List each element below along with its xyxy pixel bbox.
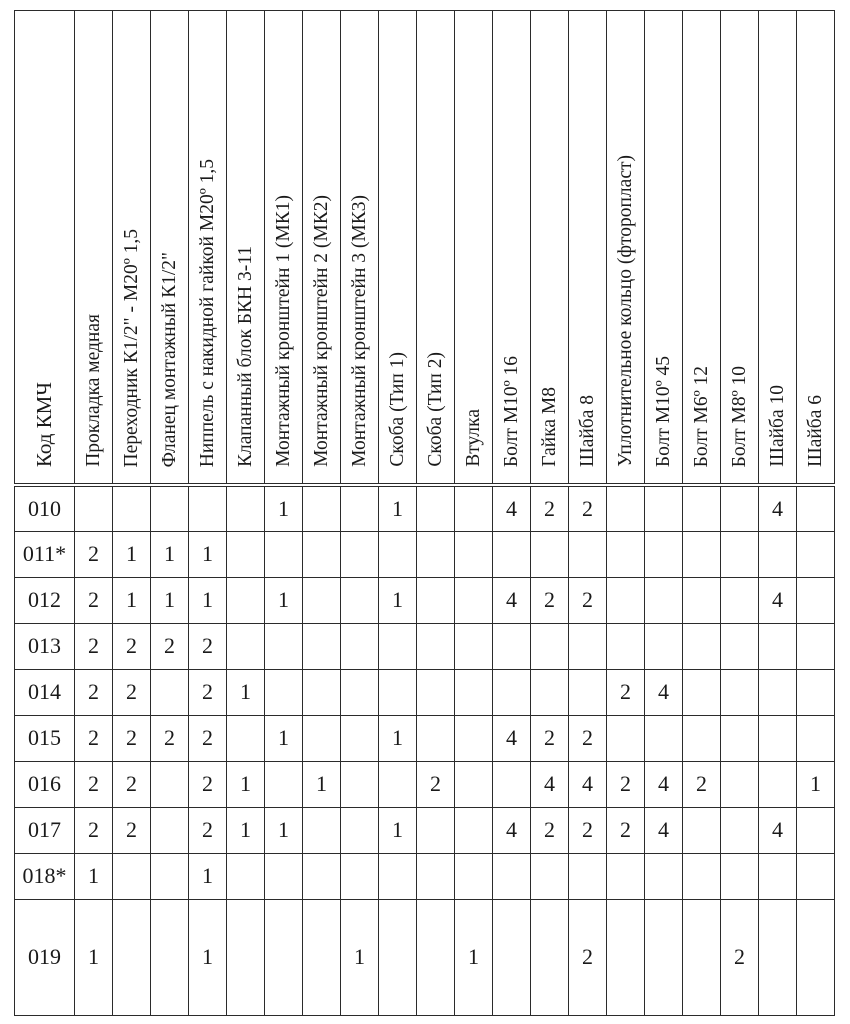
column-header-label: Болт М10º 45	[652, 355, 674, 467]
quantity-cell: 2	[75, 531, 113, 577]
quantity-cell	[645, 531, 683, 577]
quantity-cell	[683, 807, 721, 853]
quantity-cell: 4	[759, 807, 797, 853]
quantity-cell	[151, 669, 189, 715]
quantity-cell: 2	[569, 807, 607, 853]
table-row	[15, 899, 835, 1015]
column-header-label: Монтажный кронштейн 2 (МК2)	[310, 195, 332, 467]
quantity-cell	[493, 761, 531, 807]
quantity-cell: 1	[455, 899, 493, 1015]
quantity-cell	[341, 761, 379, 807]
quantity-cell: 4	[759, 577, 797, 623]
quantity-cell	[569, 853, 607, 899]
column-header-label: Монтажный кронштейн 1 (МК1)	[272, 195, 294, 467]
quantity-cell: 4	[493, 715, 531, 761]
quantity-cell	[341, 715, 379, 761]
quantity-cell: 2	[75, 715, 113, 761]
quantity-cell	[759, 899, 797, 1015]
quantity-cell	[75, 485, 113, 531]
quantity-cell: 2	[531, 485, 569, 531]
quantity-cell	[607, 715, 645, 761]
quantity-cell	[607, 853, 645, 899]
quantity-cell: 2	[607, 761, 645, 807]
table-row	[15, 715, 835, 761]
quantity-cell: 2	[683, 761, 721, 807]
quantity-cell	[151, 761, 189, 807]
quantity-cell	[493, 623, 531, 669]
row-code-cell: 013	[15, 623, 75, 669]
column-header-9	[379, 11, 417, 486]
quantity-cell: 2	[569, 899, 607, 1015]
column-header-4	[189, 11, 227, 486]
column-header-code	[15, 11, 75, 486]
quantity-cell	[151, 807, 189, 853]
quantity-cell	[645, 623, 683, 669]
table-row	[15, 531, 835, 577]
quantity-cell	[683, 531, 721, 577]
quantity-cell	[531, 899, 569, 1015]
quantity-cell	[341, 577, 379, 623]
row-code-cell: 018*	[15, 853, 75, 899]
quantity-cell	[455, 669, 493, 715]
column-header-label: Монтажный кронштейн 3 (МК3)	[348, 195, 370, 467]
quantity-cell	[303, 853, 341, 899]
quantity-cell	[113, 485, 151, 531]
quantity-cell	[683, 715, 721, 761]
quantity-cell	[303, 485, 341, 531]
quantity-cell	[607, 623, 645, 669]
quantity-cell	[151, 853, 189, 899]
column-header-label: Уплотнительное кольцо (фторопласт)	[614, 155, 636, 467]
quantity-cell	[417, 807, 455, 853]
quantity-cell: 1	[379, 807, 417, 853]
column-header-label: Фланец монтажный К1/2"	[158, 251, 180, 467]
quantity-cell	[759, 669, 797, 715]
column-header-label: Шайба 8	[576, 395, 598, 467]
quantity-cell: 1	[189, 899, 227, 1015]
quantity-cell	[759, 761, 797, 807]
column-header-17	[683, 11, 721, 486]
quantity-cell: 2	[151, 623, 189, 669]
table-row	[15, 853, 835, 899]
quantity-cell: 2	[721, 899, 759, 1015]
quantity-cell	[303, 715, 341, 761]
quantity-cell	[379, 761, 417, 807]
quantity-cell	[607, 899, 645, 1015]
quantity-cell: 2	[569, 715, 607, 761]
quantity-cell	[341, 531, 379, 577]
column-header-1	[75, 11, 113, 486]
quantity-cell	[265, 531, 303, 577]
quantity-cell	[645, 715, 683, 761]
quantity-cell	[265, 623, 303, 669]
quantity-cell: 2	[189, 807, 227, 853]
quantity-cell	[379, 531, 417, 577]
quantity-cell: 1	[303, 761, 341, 807]
quantity-cell	[493, 669, 531, 715]
quantity-cell	[455, 853, 493, 899]
quantity-cell	[607, 577, 645, 623]
column-header-label: Клапанный блок БКН 3-11	[234, 246, 256, 467]
column-header-7	[303, 11, 341, 486]
quantity-cell	[721, 669, 759, 715]
column-header-label: Ниппель с накидной гайкой М20º 1,5	[196, 158, 218, 467]
quantity-cell	[417, 669, 455, 715]
quantity-cell	[797, 623, 835, 669]
quantity-cell	[721, 577, 759, 623]
quantity-cell	[227, 577, 265, 623]
quantity-cell	[379, 899, 417, 1015]
quantity-cell	[113, 899, 151, 1015]
quantity-cell	[759, 715, 797, 761]
quantity-cell	[569, 669, 607, 715]
quantity-cell	[797, 853, 835, 899]
quantity-cell	[379, 623, 417, 669]
column-header-10	[417, 11, 455, 486]
quantity-cell	[113, 853, 151, 899]
column-header-3	[151, 11, 189, 486]
column-header-label: Код КМЧ	[32, 381, 56, 467]
quantity-cell: 1	[265, 807, 303, 853]
table-row	[15, 669, 835, 715]
quantity-cell	[341, 485, 379, 531]
quantity-cell	[265, 899, 303, 1015]
column-header-label: Шайба 6	[804, 395, 826, 467]
quantity-cell	[455, 761, 493, 807]
quantity-cell	[227, 899, 265, 1015]
quantity-cell: 1	[75, 899, 113, 1015]
quantity-cell	[303, 807, 341, 853]
quantity-cell	[607, 531, 645, 577]
quantity-cell	[531, 623, 569, 669]
column-header-15	[607, 11, 645, 486]
quantity-cell	[721, 715, 759, 761]
column-header-12	[493, 11, 531, 486]
column-header-8	[341, 11, 379, 486]
row-code-cell: 011*	[15, 531, 75, 577]
quantity-cell	[417, 853, 455, 899]
table-row	[15, 577, 835, 623]
table-row	[15, 761, 835, 807]
quantity-cell: 1	[113, 577, 151, 623]
quantity-cell: 2	[189, 623, 227, 669]
quantity-cell: 4	[493, 577, 531, 623]
quantity-cell: 4	[645, 807, 683, 853]
quantity-cell	[759, 623, 797, 669]
quantity-cell	[455, 715, 493, 761]
quantity-cell	[645, 577, 683, 623]
quantity-cell	[303, 899, 341, 1015]
quantity-cell	[341, 807, 379, 853]
quantity-cell	[759, 531, 797, 577]
table-row	[15, 807, 835, 853]
column-header-label: Переходник К1/2" - М20º 1,5	[120, 228, 142, 467]
header-row	[15, 11, 835, 486]
column-header-label: Втулка	[462, 409, 484, 467]
quantity-cell	[227, 623, 265, 669]
column-header-label: Болт М10º 16	[500, 355, 522, 467]
column-header-label: Болт М6º 12	[690, 365, 712, 467]
quantity-cell	[797, 669, 835, 715]
quantity-cell: 2	[113, 807, 151, 853]
quantity-cell	[227, 531, 265, 577]
quantity-cell	[265, 853, 303, 899]
column-header-20	[797, 11, 835, 486]
column-header-label: Шайба 10	[766, 385, 788, 467]
quantity-cell: 1	[227, 761, 265, 807]
quantity-cell	[227, 485, 265, 531]
row-code-cell: 016	[15, 761, 75, 807]
quantity-cell: 1	[265, 485, 303, 531]
quantity-cell	[455, 577, 493, 623]
quantity-cell: 1	[113, 531, 151, 577]
quantity-cell: 2	[531, 577, 569, 623]
quantity-cell	[683, 669, 721, 715]
quantity-cell: 2	[113, 623, 151, 669]
quantity-cell	[151, 899, 189, 1015]
quantity-cell: 2	[569, 577, 607, 623]
quantity-cell: 2	[531, 807, 569, 853]
column-header-14	[569, 11, 607, 486]
quantity-cell	[721, 531, 759, 577]
quantity-cell	[303, 531, 341, 577]
quantity-cell	[455, 531, 493, 577]
quantity-cell: 2	[113, 761, 151, 807]
column-header-16	[645, 11, 683, 486]
quantity-cell	[379, 853, 417, 899]
quantity-cell	[721, 761, 759, 807]
quantity-cell	[683, 577, 721, 623]
quantity-cell	[759, 853, 797, 899]
quantity-cell	[227, 715, 265, 761]
quantity-cell: 4	[645, 669, 683, 715]
quantity-cell	[683, 853, 721, 899]
quantity-cell	[455, 485, 493, 531]
quantity-cell	[151, 485, 189, 531]
column-header-11	[455, 11, 493, 486]
quantity-cell	[417, 623, 455, 669]
quantity-cell: 1	[151, 577, 189, 623]
quantity-cell: 2	[189, 715, 227, 761]
row-code-cell: 017	[15, 807, 75, 853]
quantity-cell: 2	[113, 715, 151, 761]
quantity-cell	[721, 807, 759, 853]
quantity-cell	[493, 853, 531, 899]
quantity-cell	[417, 715, 455, 761]
quantity-cell: 2	[189, 761, 227, 807]
quantity-cell	[569, 623, 607, 669]
quantity-cell	[797, 531, 835, 577]
column-header-2	[113, 11, 151, 486]
quantity-cell: 4	[493, 807, 531, 853]
column-header-5	[227, 11, 265, 486]
quantity-cell: 4	[493, 485, 531, 531]
column-header-13	[531, 11, 569, 486]
quantity-cell	[797, 485, 835, 531]
quantity-cell	[645, 853, 683, 899]
quantity-cell	[531, 853, 569, 899]
quantity-cell	[341, 623, 379, 669]
column-header-label: Скоба (Тип 2)	[424, 352, 446, 467]
quantity-cell: 2	[607, 807, 645, 853]
quantity-cell: 1	[75, 853, 113, 899]
quantity-cell	[417, 577, 455, 623]
quantity-cell: 1	[189, 853, 227, 899]
table-body	[15, 485, 835, 1015]
quantity-cell: 2	[75, 623, 113, 669]
quantity-cell	[569, 531, 607, 577]
quantity-cell: 1	[379, 485, 417, 531]
column-header-6	[265, 11, 303, 486]
quantity-cell: 1	[189, 577, 227, 623]
row-code-cell: 012	[15, 577, 75, 623]
quantity-cell	[455, 807, 493, 853]
quantity-cell	[417, 485, 455, 531]
quantity-cell	[531, 669, 569, 715]
quantity-cell	[797, 577, 835, 623]
kmch-composition-table	[14, 10, 835, 1016]
quantity-cell: 1	[265, 577, 303, 623]
quantity-cell: 1	[189, 531, 227, 577]
row-code-cell: 015	[15, 715, 75, 761]
quantity-cell: 4	[645, 761, 683, 807]
quantity-cell	[645, 485, 683, 531]
quantity-cell	[227, 853, 265, 899]
quantity-cell	[683, 485, 721, 531]
quantity-cell	[341, 853, 379, 899]
quantity-cell: 4	[569, 761, 607, 807]
quantity-cell: 2	[75, 577, 113, 623]
quantity-cell	[265, 669, 303, 715]
quantity-cell	[607, 485, 645, 531]
quantity-cell: 1	[265, 715, 303, 761]
quantity-cell	[341, 669, 379, 715]
quantity-cell: 1	[227, 669, 265, 715]
quantity-cell	[417, 899, 455, 1015]
quantity-cell: 2	[151, 715, 189, 761]
quantity-cell	[683, 623, 721, 669]
quantity-cell	[797, 899, 835, 1015]
quantity-cell	[303, 577, 341, 623]
table-row	[15, 623, 835, 669]
table-header	[15, 11, 835, 486]
quantity-cell	[493, 531, 531, 577]
quantity-cell	[189, 485, 227, 531]
quantity-cell	[797, 715, 835, 761]
column-header-label: Прокладка медная	[82, 314, 104, 467]
row-code-cell: 019	[15, 899, 75, 1015]
quantity-cell: 2	[531, 715, 569, 761]
quantity-cell	[379, 669, 417, 715]
quantity-cell	[417, 531, 455, 577]
quantity-cell: 2	[113, 669, 151, 715]
quantity-cell: 1	[151, 531, 189, 577]
quantity-cell	[721, 853, 759, 899]
quantity-cell: 2	[75, 761, 113, 807]
quantity-cell	[265, 761, 303, 807]
quantity-cell	[721, 623, 759, 669]
quantity-cell: 4	[759, 485, 797, 531]
column-header-label: Гайка М8	[538, 387, 560, 467]
quantity-cell: 1	[227, 807, 265, 853]
column-header-label: Болт М8º 10	[728, 365, 750, 467]
quantity-cell: 2	[75, 807, 113, 853]
quantity-cell	[493, 899, 531, 1015]
column-header-label: Скоба (Тип 1)	[386, 352, 408, 467]
quantity-cell: 1	[797, 761, 835, 807]
quantity-cell: 4	[531, 761, 569, 807]
row-code-cell: 014	[15, 669, 75, 715]
quantity-cell	[303, 669, 341, 715]
quantity-cell: 2	[607, 669, 645, 715]
quantity-cell: 1	[379, 577, 417, 623]
quantity-cell: 1	[341, 899, 379, 1015]
quantity-cell	[645, 899, 683, 1015]
column-header-19	[759, 11, 797, 486]
quantity-cell: 2	[569, 485, 607, 531]
quantity-cell: 1	[379, 715, 417, 761]
column-header-18	[721, 11, 759, 486]
table-row	[15, 485, 835, 531]
quantity-cell: 2	[75, 669, 113, 715]
quantity-cell	[303, 623, 341, 669]
quantity-cell	[531, 531, 569, 577]
quantity-cell	[683, 899, 721, 1015]
quantity-cell: 2	[417, 761, 455, 807]
row-code-cell: 010	[15, 485, 75, 531]
quantity-cell	[797, 807, 835, 853]
quantity-cell	[455, 623, 493, 669]
quantity-cell	[721, 485, 759, 531]
quantity-cell: 2	[189, 669, 227, 715]
